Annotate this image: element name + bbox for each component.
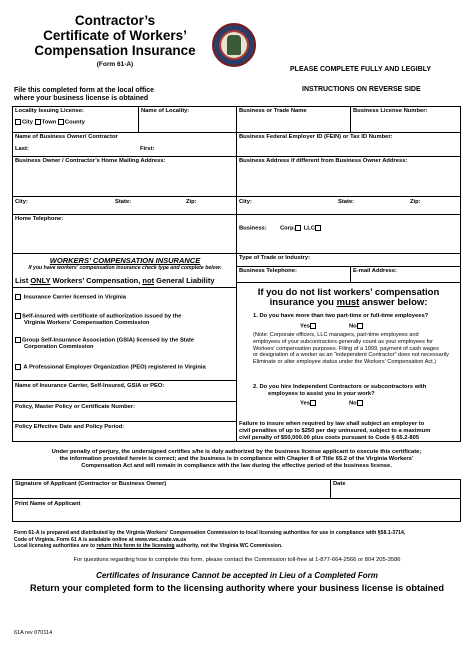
- wc-option-gsia[interactable]: Group Self-Insurance Association (GSIA) licensed by the State: [15, 337, 194, 345]
- name-of-locality-label: Name of Locality:: [141, 108, 190, 114]
- list-only-wc-note: List ONLY Workers’ Compensation, not General Liability: [15, 276, 215, 285]
- business-telephone-label: Business Telephone:: [239, 268, 297, 274]
- q2-yes-label: Yes: [300, 400, 310, 407]
- owner-contractor-name-label: Name of Business Owner/ Contractor: [15, 134, 118, 140]
- llc-checkbox[interactable]: [315, 225, 321, 231]
- failure-penalty-note: Failure to insure when required by law shall subject an employer to civil penalties of up to $250 per day uninsured, subject to a maximum civil penalty of $50,000.00 plus costs pursuant to Code § 65.2-805: [239, 421, 431, 441]
- q1-yes-label: Yes: [300, 323, 310, 330]
- email-label: E-mail Address:: [353, 268, 397, 274]
- home-zip-label: Zip:: [186, 199, 197, 205]
- form-number: (Form 61-A): [96, 61, 134, 68]
- county-option-label: County: [64, 119, 85, 126]
- home-city-label: City:: [15, 199, 28, 205]
- business-trade-name-label: Business or Trade Name: [239, 108, 307, 114]
- question-1: 1. Do you have more than two part-time or full-time employees?: [253, 313, 429, 319]
- gsia-checkbox[interactable]: [15, 337, 21, 343]
- print-name-field[interactable]: Print Name of Applicant: [15, 501, 81, 507]
- not-accepted-notice: Certificates of Insurance Cannot be accepted in Lieu of a Completed Form: [96, 571, 378, 580]
- city-checkbox[interactable]: [15, 119, 21, 125]
- business-license-number-label: Business License Number:: [353, 108, 428, 114]
- first-name-label: First:: [140, 146, 155, 152]
- carrier-checkbox[interactable]: [15, 294, 21, 300]
- type-of-trade-label: Type of Trade or Industry:: [239, 255, 311, 261]
- fein-label: Business Federal Employer ID (FEIN) or Tax ID Number:: [239, 134, 393, 140]
- business-zip-label: Zip:: [410, 199, 421, 205]
- business-state-label: State:: [338, 199, 355, 205]
- wc-insurance-instruction: If you have workers’ compensation insurance check type and complete below:: [28, 265, 222, 271]
- business-entity-label: Business:: [239, 225, 267, 232]
- q2-yes-checkbox[interactable]: [310, 400, 316, 406]
- prepared-distributed-note: Form 61-A is prepared and distributed by the Virginia Workers’ Compensation Commission to local licensing authorities for use in compliance with §58.1-3714, Code of Virginia. Form 61 A is available online at www.vwc.state.va.us Local licensing authorities are to return this form to the licensing authority, not the Virginia WC Commission.: [14, 530, 406, 550]
- q1-answers: [300, 323, 364, 331]
- carrier-name-label: Name of Insurance Carrier, Self-Insured, GSIA or PEO:: [15, 383, 165, 389]
- business-entity-type: [239, 225, 322, 233]
- town-checkbox[interactable]: [35, 119, 41, 125]
- corp-option-label: Corp.: [279, 225, 296, 232]
- business-city-label: City:: [239, 199, 252, 205]
- wc-option-peo[interactable]: A Professional Employer Organization (PEO) registered in Virginia: [15, 364, 206, 372]
- home-mailing-address-label: Business Owner / Contractor’s Home Mailing Address:: [15, 158, 166, 164]
- signature-field[interactable]: Signature of Applicant (Contractor or Business Owner): [15, 481, 167, 487]
- home-telephone-label: Home Telephone:: [15, 216, 64, 222]
- wc-option-self-insured-line2: Virginia Workers’ Compensation Commission: [24, 320, 150, 326]
- county-checkbox[interactable]: [58, 119, 64, 125]
- locality-type-options: [15, 119, 85, 127]
- no-insurance-heading: If you do not list workers’ compensation insurance you must answer below:: [257, 287, 440, 308]
- perjury-certification: Under penalty of perjury, the undersigned certifies s/he is duly authorized by the business license applicant to execute this certificate; the information provided herein is correct; and the business is in compliance with Chapter 8 of Title 65.2 of the Virginia Workers’ Compensation Act and will remain in compliance with the law during the effective period of the business license.: [51, 449, 422, 469]
- date-field[interactable]: Date: [333, 481, 346, 487]
- q1-no-label: No: [349, 323, 357, 330]
- last-name-label: Last:: [15, 146, 29, 152]
- form-title-line2: Certificate of Workers’: [43, 28, 187, 43]
- return-form-notice: Return your completed form to the licensing authority where your business license is obtained: [29, 583, 445, 593]
- wc-option-gsia-line2: Corporation Commission: [24, 344, 94, 350]
- form-title-line1: Contractor’s: [74, 13, 156, 28]
- peo-checkbox[interactable]: [15, 364, 21, 370]
- city-option-label: City: [22, 119, 33, 126]
- business-address-label: Business Address if different from Business Owner Address:: [239, 158, 408, 164]
- q1-no-checkbox[interactable]: [357, 323, 363, 329]
- virginia-seal-icon: [212, 23, 256, 67]
- q2-no-checkbox[interactable]: [357, 400, 363, 406]
- town-option-label: Town: [41, 119, 57, 126]
- question-2-line2: employees to assist you in your work?: [268, 391, 375, 397]
- policy-number-label: Policy, Master Policy or Certificate Number:: [15, 404, 136, 410]
- file-note-line2: where your business license is obtained: [14, 95, 149, 102]
- self-insured-checkbox[interactable]: [15, 313, 21, 319]
- question-2: 2. Do you hire Independent Contractors or subcontractors with: [253, 384, 427, 390]
- revision-number: 61A rev 070114: [14, 630, 53, 636]
- wc-option-self-insured[interactable]: Self-insured with certificate of authorization issued by the: [15, 313, 181, 321]
- form-title-line3: Compensation Insurance: [34, 43, 196, 58]
- q1-yes-checkbox[interactable]: [310, 323, 316, 329]
- instructions-note: INSTRUCTIONS ON REVERSE SIDE: [302, 86, 421, 93]
- q2-no-label: No: [349, 400, 357, 407]
- questions-contact: For questions regarding how to complete this form, please contact the Commission toll-free at 1-877-664-2566 or 804 205-3586: [73, 557, 401, 563]
- please-complete: PLEASE COMPLETE FULLY AND LEGIBLY: [290, 66, 432, 73]
- employee-note: (Note: Corporate officers, LLC managers, part-time employees and employees of your subcontractors generally count as your employees for Workers’ compensation purposes. Filing of a 1099, payment of cash wages or designation of a worker as an “independent Contractor” does not necessarily Eliminate or alter employee status under the Workers’ Compensation Act.): [253, 332, 449, 366]
- wc-insurance-heading: WORKERS’ COMPENSATION INSURANCE: [49, 256, 201, 265]
- wc-option-carrier[interactable]: Insurance Carrier licensed in Virginia: [15, 294, 126, 302]
- home-state-label: State:: [115, 199, 132, 205]
- q2-answers: [300, 400, 364, 408]
- policy-effective-label: Policy Effective Date and Policy Period:: [15, 424, 125, 430]
- file-note-line1: File this completed form at the local office: [14, 87, 155, 94]
- llc-option-label: LLC: [303, 225, 316, 232]
- corp-checkbox[interactable]: [295, 225, 301, 231]
- locality-issuing-label: Locality Issuing License:: [15, 108, 84, 114]
